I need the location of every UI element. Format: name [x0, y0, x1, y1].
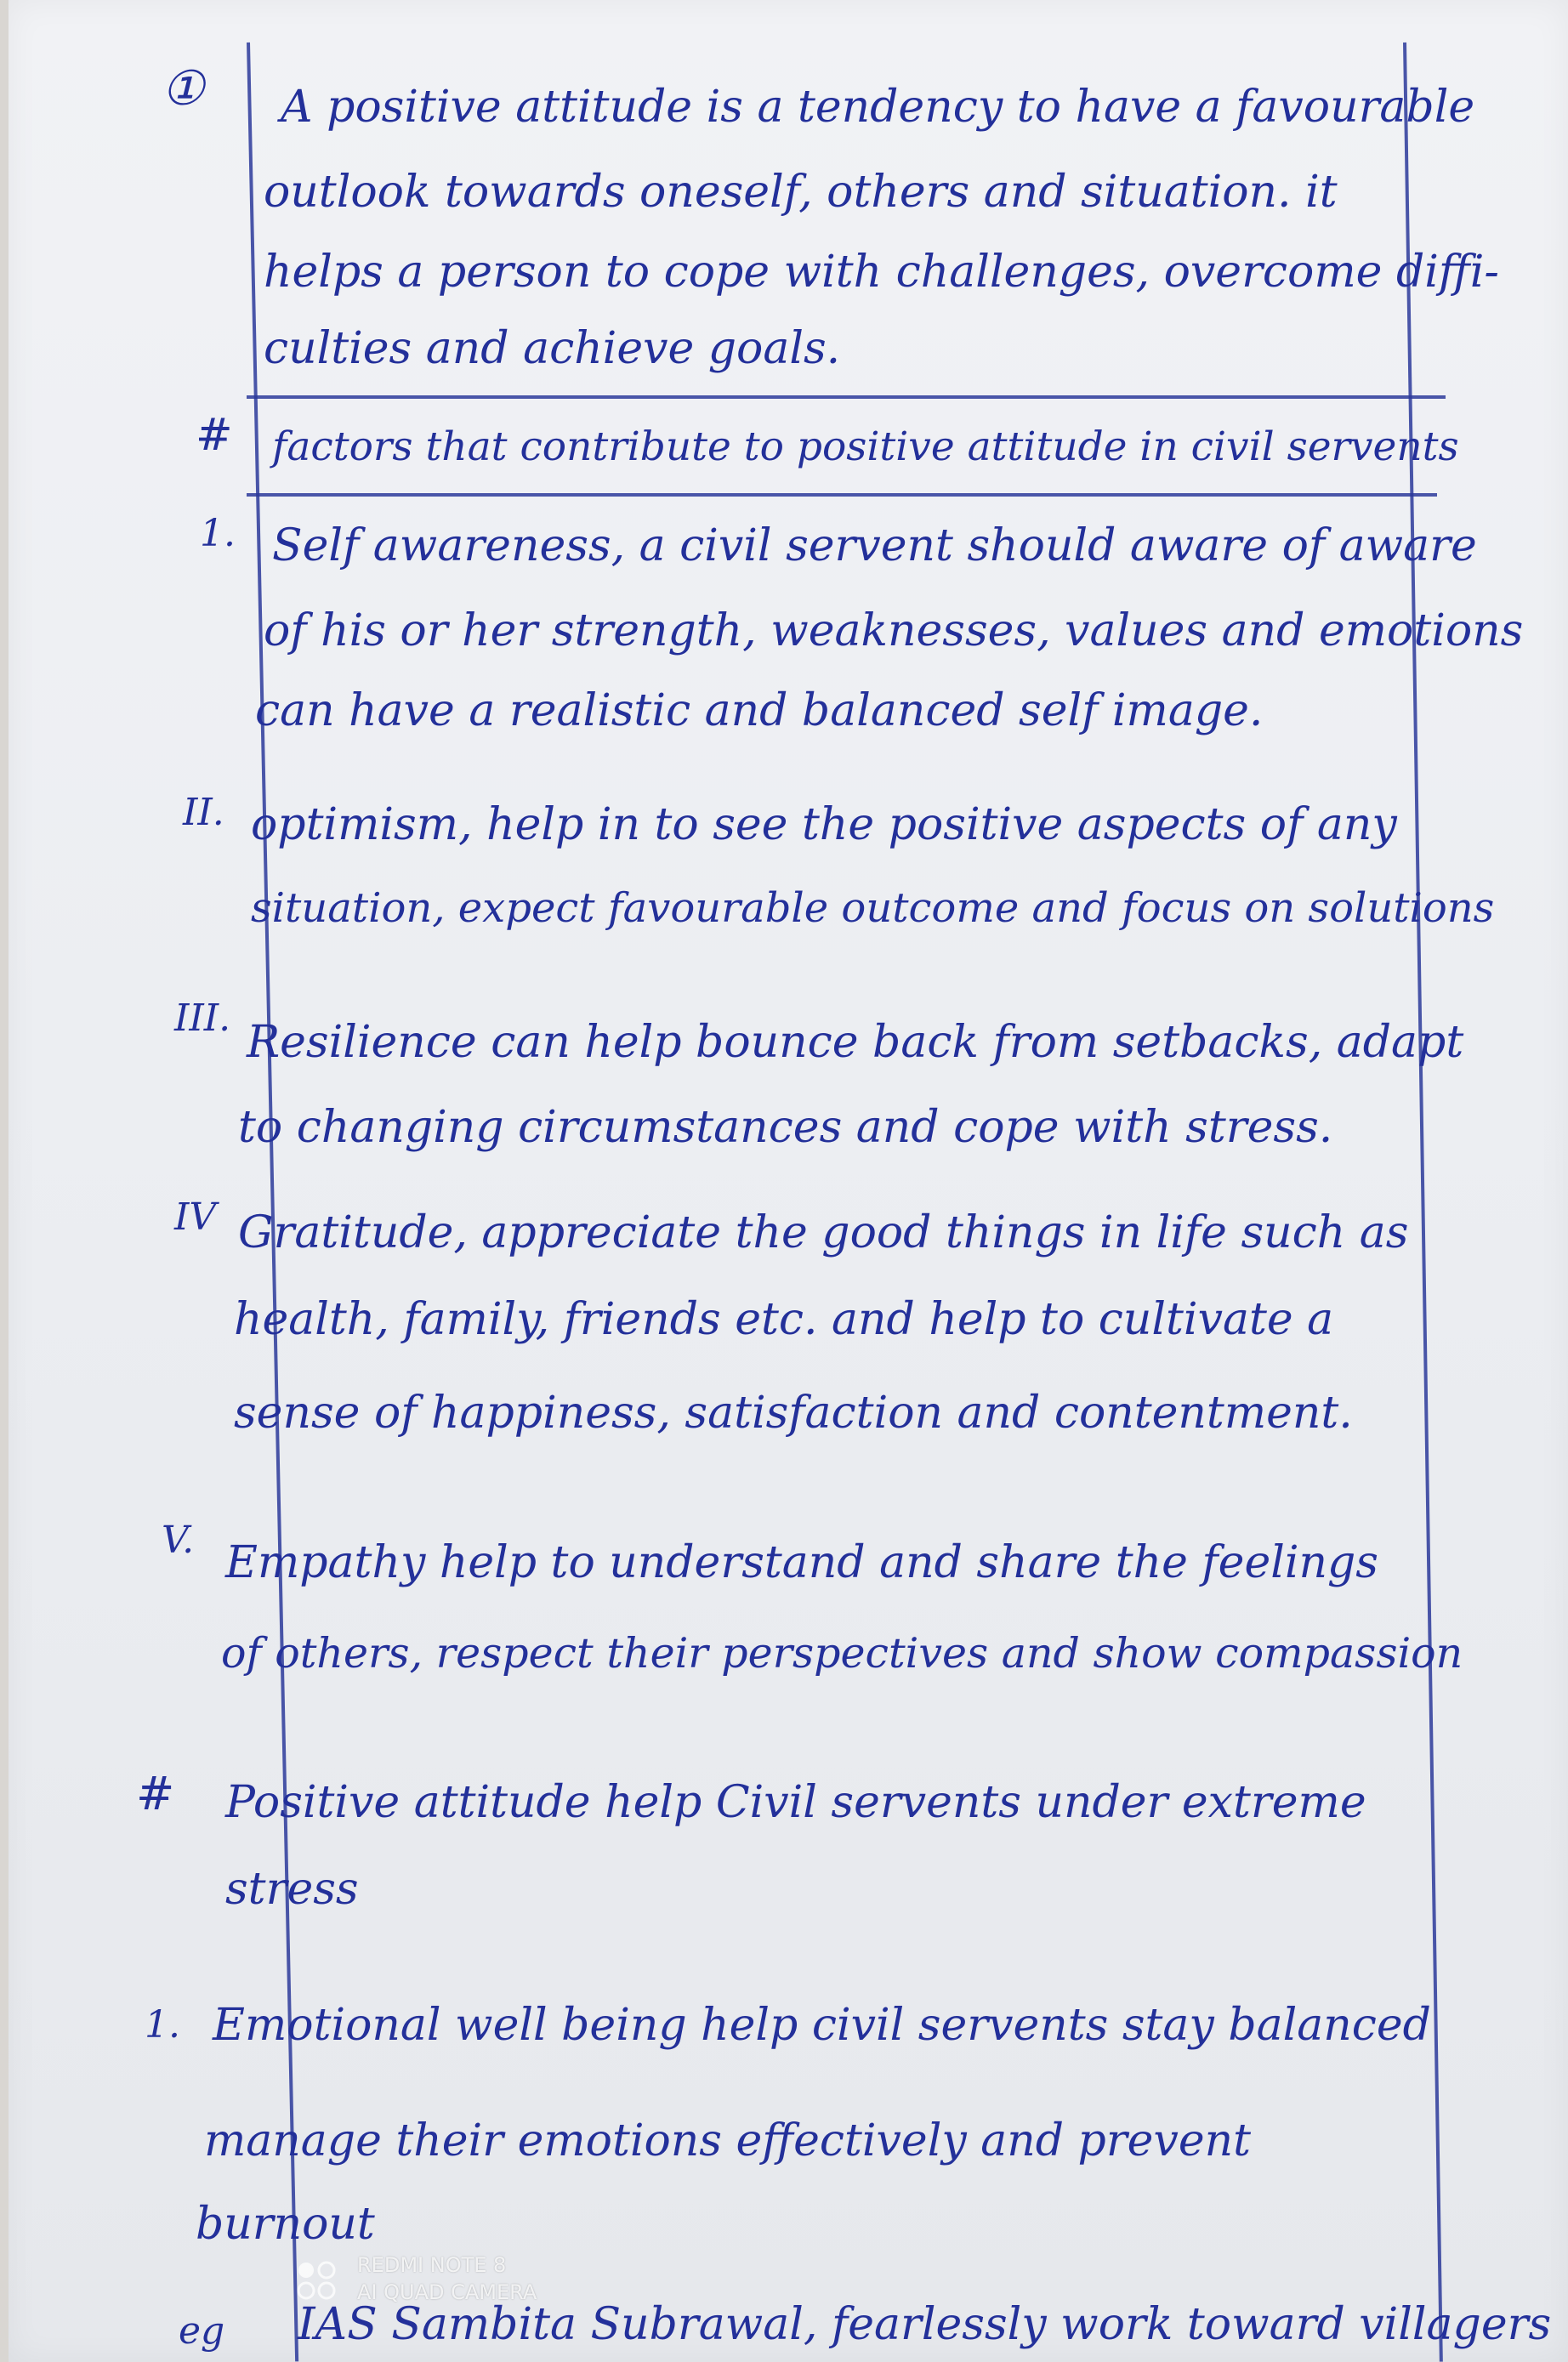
- section1-heading: factors that contribute to positive attitude in civil servents: [272, 423, 1459, 470]
- watermark-line-2: AI QUAD CAMERA: [357, 2280, 537, 2304]
- point-1-line-3: burnout: [196, 2199, 375, 2250]
- factor-5-marker: V.: [162, 1519, 195, 1562]
- factor-3-marker: III.: [174, 996, 231, 1040]
- factor-2-line-1: optimism, help in to see the positive aspects of any: [251, 799, 1397, 850]
- factor-1-line-3: can have a realistic and balanced self image.: [255, 685, 1264, 736]
- factor-5-line-1: Empathy help to understand and share the feelings: [225, 1537, 1378, 1588]
- factor-4-marker: IV: [174, 1195, 217, 1239]
- intro-line-2: outlook towards oneself, others and situation. it: [264, 167, 1338, 218]
- factor-4-line-1: Gratitude, appreciate the good things in life such as: [238, 1207, 1409, 1258]
- factor-3-line-1: Resilience can help bounce back from setbacks, adapt: [247, 1017, 1464, 1068]
- camera-watermark-icon: [294, 2258, 342, 2306]
- example-line: IAS Sambita Subrawal, fearlessly work toward villagers: [298, 2299, 1552, 2350]
- section2-marker: #: [136, 1767, 175, 1820]
- factor-2-marker: II.: [183, 791, 224, 834]
- example-marker: eg: [179, 2309, 225, 2353]
- watermark-line-1: REDMI NOTE 8: [357, 2253, 507, 2277]
- intro-line-4: culties and achieve goals.: [264, 323, 841, 374]
- point-1-line-1: Emotional well being help civil servents stay balanced: [213, 2000, 1431, 2051]
- divider-rule-1: [247, 395, 1446, 399]
- factor-4-line-3: sense of happiness, satisfaction and contentment.: [234, 1388, 1353, 1439]
- factor-1-marker: 1.: [200, 512, 236, 555]
- factor-4-line-2: health, family, friends etc. and help to cultivate a: [234, 1294, 1334, 1345]
- factor-3-line-2: to changing circumstances and cope with stress.: [238, 1102, 1333, 1153]
- factor-1-line-1: Self awareness, a civil servent should aware of aware: [272, 520, 1477, 571]
- question-number: ①: [162, 61, 205, 116]
- section1-marker: #: [196, 410, 233, 461]
- factor-2-line-2: situation, expect favourable outcome and focus on solutions: [251, 884, 1495, 932]
- divider-rule-2: [247, 493, 1437, 497]
- intro-line-3: helps a person to cope with challenges, overcome diffi-: [264, 247, 1499, 298]
- camera-watermark: [357, 2251, 537, 2306]
- intro-line-1: A positive attitude is a tendency to have a favourable: [281, 82, 1475, 133]
- point-1-line-2: manage their emotions effectively and prevent: [204, 2115, 1251, 2166]
- section2-heading-line-1: Positive attitude help Civil servents under extreme: [225, 1777, 1366, 1828]
- factor-5-line-2: of others, respect their perspectives and show compassion: [221, 1629, 1463, 1678]
- factor-1-line-2: of his or her strength, weaknesses, values and emotions: [264, 605, 1524, 656]
- notebook-page: [9, 0, 1568, 2362]
- point-1-marker: 1.: [145, 2003, 180, 2047]
- section2-heading-line-2: stress: [225, 1864, 359, 1915]
